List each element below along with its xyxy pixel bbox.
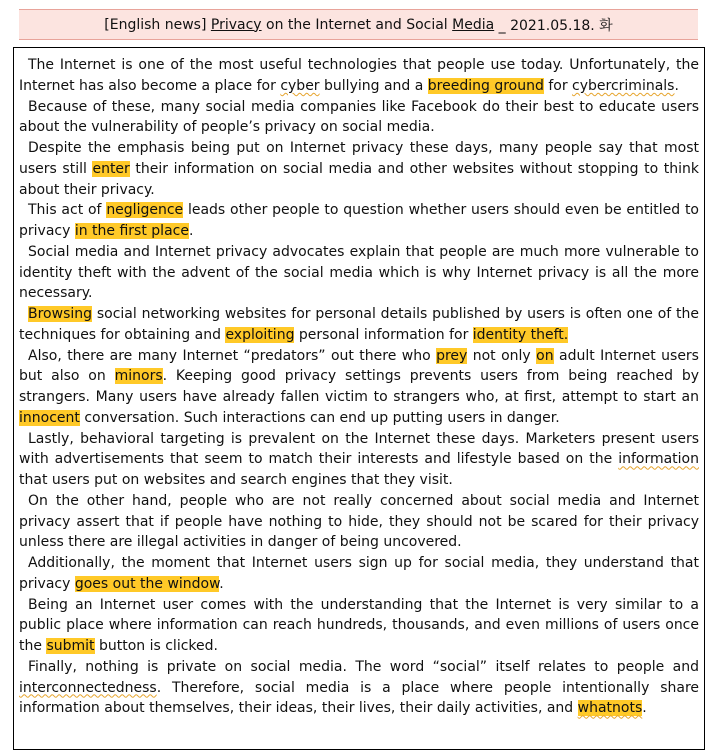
text-run: On the other hand, people who are not really concerned about social media and Internet privacy assert that if people have nothing to hide, they should not be scared for their privacy unless there are illegal activities in danger of being uncovered. bbox=[19, 492, 699, 551]
highlighted-phrase: whatnots bbox=[577, 700, 643, 717]
text-run: . bbox=[219, 575, 224, 592]
spellcheck-flagged-word: information bbox=[618, 451, 699, 468]
paragraph bbox=[19, 595, 699, 657]
text-run: Additionally, the moment that Internet users sign up for social media, they understand that privacy bbox=[19, 555, 699, 592]
highlighted-phrase: minors bbox=[114, 368, 163, 385]
highlighted-phrase: in the first place bbox=[74, 223, 189, 239]
text-run: not only bbox=[467, 347, 537, 364]
paragraph bbox=[19, 242, 699, 304]
title-underlined-privacy: Privacy bbox=[210, 16, 262, 33]
highlighted-phrase: breeding ground bbox=[427, 77, 544, 94]
highlighted-phrase: enter bbox=[92, 160, 130, 177]
title-prefix: [English news] bbox=[104, 16, 211, 33]
text-run: personal information for bbox=[294, 326, 473, 343]
paragraph bbox=[19, 97, 699, 139]
text-run: Social media and Internet privacy advocates explain that people are much more vulnerable to identity theft with the advent of the social media which is why Internet privacy is all the more necessary. bbox=[19, 243, 699, 302]
paragraph bbox=[19, 200, 699, 242]
paragraph bbox=[19, 657, 699, 719]
text-run: Because of these, many social media companies like Facebook do their best to educate users about the vulnerability of people’s privacy on social media. bbox=[19, 98, 699, 136]
title-suffix: _ 2021.05.18. 화 bbox=[494, 17, 613, 34]
paragraph bbox=[19, 138, 699, 200]
title-middle: on the Internet and Social bbox=[261, 16, 453, 33]
paragraph bbox=[19, 304, 699, 346]
text-run: . Therefore, social media is a place where people intentionally share information about themselves, their ideas, their lives, their daily activities, and bbox=[19, 679, 699, 717]
article-body bbox=[13, 47, 705, 750]
highlighted-phrase: prey bbox=[436, 347, 468, 364]
highlighted-phrase: Browsing bbox=[28, 306, 93, 322]
text-run: Finally, nothing is private on social media. The word “social” itself relates to people and bbox=[28, 658, 699, 675]
paragraph bbox=[19, 55, 699, 97]
text-run: bullying and a bbox=[319, 77, 428, 94]
text-run: for bbox=[543, 77, 573, 94]
highlighted-phrase: submit bbox=[46, 638, 95, 654]
text-run: . Keeping good privacy settings prevents users from being reached by strangers. Many users have already fallen victim to strangers who, at first, attempt to start an bbox=[19, 368, 699, 405]
title-underlined-media: Media bbox=[452, 16, 495, 33]
highlighted-phrase: on bbox=[536, 347, 554, 364]
highlighted-phrase: exploiting bbox=[225, 326, 295, 343]
text-run: . bbox=[642, 700, 647, 717]
spellcheck-flagged-word: cybercriminals bbox=[572, 77, 675, 94]
text-run: Lastly, behavioral targeting is prevalent on the Internet these days. Marketers present users with advertisements that seem to match their interests and lifestyle based on the bbox=[19, 430, 699, 468]
text-run: conversation. Such interactions can end up putting users in danger. bbox=[79, 409, 560, 426]
text-run: Being an Internet user comes with the understanding that the Internet is very similar to a public place where information can reach hundreds, thousands, and even millions of users once the bbox=[19, 596, 699, 654]
text-run: The Internet is one of the most useful technologies that people use today. Unfortunately, the Internet has also become a place for bbox=[19, 57, 699, 94]
text-run: button is clicked. bbox=[94, 638, 218, 654]
text-run: leads other people to question whether users should even be entitled to privacy bbox=[19, 202, 700, 239]
paragraph bbox=[19, 491, 699, 553]
text-run: . bbox=[674, 77, 679, 94]
text-run: that users put on websites and search engines that they visit. bbox=[19, 472, 453, 488]
paragraph bbox=[19, 553, 699, 595]
text-run: their information on social media and other websites without stopping to think about their privacy. bbox=[19, 160, 700, 198]
paragraph bbox=[19, 429, 699, 491]
highlighted-phrase: negligence bbox=[106, 202, 184, 219]
highlighted-phrase: innocent bbox=[19, 409, 80, 426]
spellcheck-flagged-word: interconnectedness bbox=[19, 679, 157, 696]
text-run: Also, there are many Internet “predators” out there who bbox=[28, 347, 437, 364]
highlighted-phrase: identity theft. bbox=[472, 326, 569, 343]
text-run: social networking websites for personal details published by users is often one of the techniques for obtaining and bbox=[19, 306, 699, 343]
document-title bbox=[19, 9, 698, 40]
paragraph bbox=[19, 346, 699, 429]
text-run: This act of bbox=[28, 202, 107, 219]
text-run: Despite the emphasis being put on Internet privacy these days, many people say that most users still bbox=[19, 140, 699, 177]
text-run: adult Internet users but also on bbox=[19, 347, 699, 385]
text-run: . bbox=[188, 223, 194, 239]
highlighted-phrase: goes out the window bbox=[74, 575, 220, 592]
spellcheck-flagged-word: cyber bbox=[280, 77, 320, 94]
